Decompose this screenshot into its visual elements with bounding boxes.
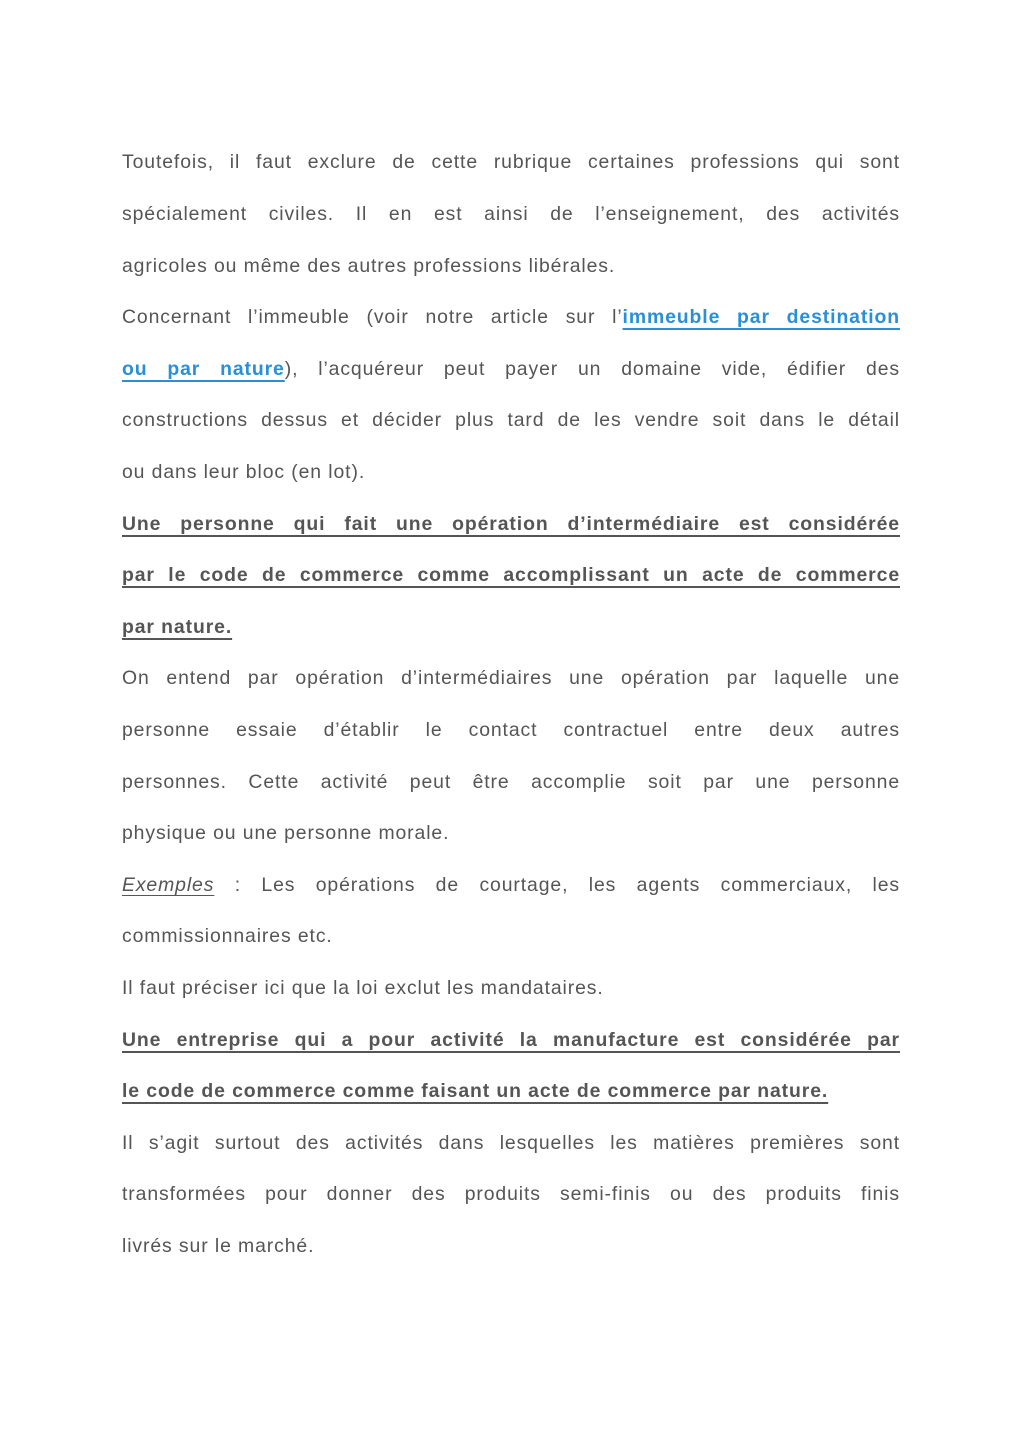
heading-line [122,1028,900,1052]
paragraph-text: Concernant l’immeuble (voir notre article sur l’ [122,306,623,328]
heading-line [122,512,900,536]
paragraph-line: Toutefois, il faut exclure de cette rubrique certaines professions qui sont [122,151,900,173]
immeuble-link-continued[interactable]: ou par nature [122,358,285,380]
heading-line [122,563,900,587]
paragraph-line: Il faut préciser ici que la loi exclut les mandataires. [122,977,604,999]
paragraph-line: personnes. Cette activité peut être accomplie soit par une personne [122,771,900,793]
immeuble-link[interactable]: immeuble par destination [622,306,901,328]
examples-label: Exemples [122,874,215,896]
bold-underlined-text: par le code de commerce comme accomplissant un acte de commerce [122,564,900,586]
paragraph-line-with-link [122,305,900,329]
paragraph-line: personne essaie d’établir le contact contractuel entre deux autres [122,719,900,741]
bold-underlined-text: par nature. [122,616,233,638]
paragraph-line: Il s’agit surtout des activités dans lesquelles les matières premières sont [122,1132,900,1154]
paragraph-line-with-italic [122,873,900,897]
bold-underlined-text: Une entreprise qui a pour activité la manufacture est considérée par [122,1029,900,1051]
heading-line [122,615,900,639]
paragraph-line-with-link [122,357,900,381]
paragraph-text: : Les opérations de courtage, les agents commerciaux, les [214,874,900,896]
paragraph-line: On entend par opération d’intermédiaires une opération par laquelle une [122,667,900,689]
paragraph-line: transformées pour donner des produits semi-finis ou des produits finis [122,1183,900,1205]
paragraph-line: livrés sur le marché. [122,1235,315,1257]
paragraph-line: physique ou une personne morale. [122,822,450,844]
paragraph-line: spécialement civiles. Il en est ainsi de l’enseignement, des activités [122,203,900,225]
heading-line [122,1079,900,1103]
paragraph-line: constructions dessus et décider plus tard de les vendre soit dans le détail [122,409,900,431]
paragraph-text: ), l’acquéreur peut payer un domaine vide, édifier des [284,358,900,380]
paragraph-line: ou dans leur bloc (en lot). [122,461,366,483]
bold-underlined-text: Une personne qui fait une opération d’intermédiaire est considérée [122,513,900,535]
bold-underlined-text: le code de commerce comme faisant un acte de commerce par nature. [122,1080,829,1102]
paragraph-line: commissionnaires etc. [122,925,333,947]
paragraph-line: agricoles ou même des autres professions libérales. [122,255,616,277]
